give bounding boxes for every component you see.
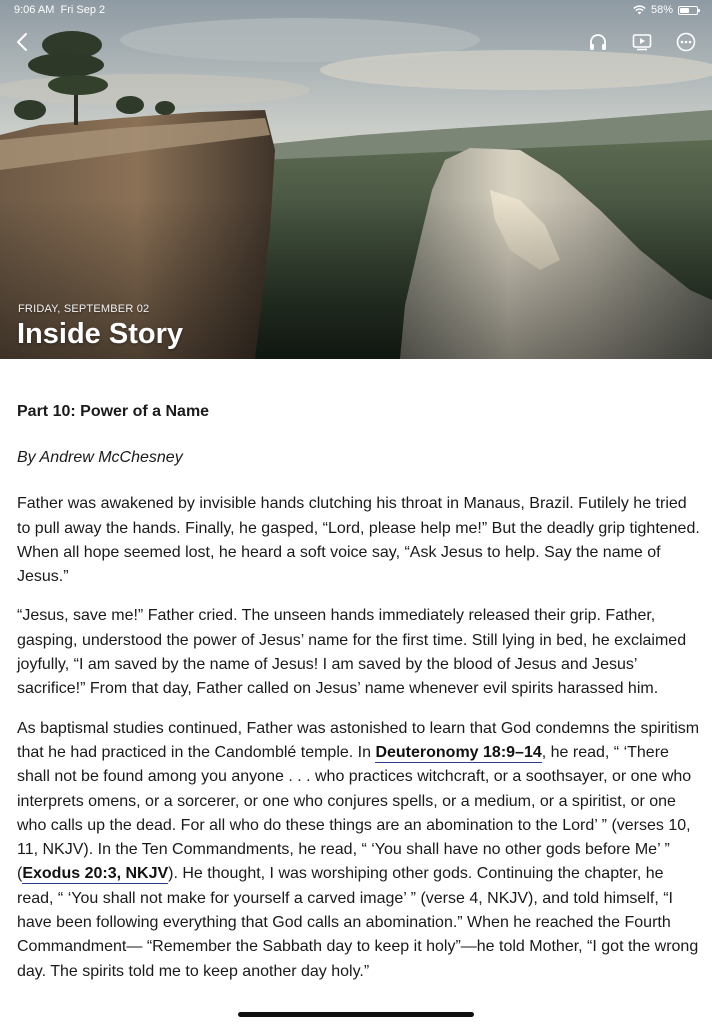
article-author: By Andrew McChesney xyxy=(17,449,183,466)
back-arrow-icon xyxy=(12,30,36,54)
more-options-button[interactable] xyxy=(674,30,698,54)
paragraph-text: As baptismal studies continued, Father was astonished to learn that God condemns the spiritism that he had practiced in the Candomblé temple. In xyxy=(17,719,700,761)
video-button[interactable] xyxy=(630,30,654,54)
back-button[interactable] xyxy=(12,30,36,54)
article-paragraph-1: Father was awakened by invisible hands clutching his throat in Manaus, Brazil. Futilely he tried to pull away the hands. Finally, he gasped, “Lord, please help me!” But the deadly grip tightened. When all hope seemed lost, he heard a soft voice say, “Ask Jesus to help. Say the name of Jesus.” xyxy=(17,495,700,586)
lesson-date: FRIDAY, SEPTEMBER 02 xyxy=(18,303,150,315)
more-options-icon xyxy=(675,31,697,53)
battery-percent: 58% xyxy=(650,4,673,16)
headphones-icon xyxy=(587,31,609,53)
status-right xyxy=(633,4,698,16)
status-time-value: 9:06 AM xyxy=(14,4,55,16)
status-time xyxy=(14,4,105,16)
video-play-icon xyxy=(631,31,653,53)
home-indicator[interactable] xyxy=(238,1012,474,1017)
paragraph-text: ). He thought, I was worshiping other gods. Continuing the chapter, he read, “ ‘You shall not make for yourself a carved image’ ” (verse 4, NKJV), and told himself, “I have been following everything that God calls an abomination.” When he reached the Fourth Commandment— “Remember the Sabbath day to keep it holy”—he told Mother, “I got the wrong day. The spirits told me to keep another day holy.” xyxy=(17,865,699,980)
article-paragraph-3 xyxy=(17,717,701,984)
article-heading: Part 10: Power of a Name xyxy=(17,403,210,420)
article-paragraph-2: “Jesus, save me!” Father cried. The unseen hands immediately released their grip. Father, gasping, understood the power of Jesus’ name for the first time. Still lying in bed, he exclaimed joyfully, “I am saved by the name of Jesus! I am saved by the blood of Jesus and Jesus’ sacrifice!” From that day, Father called on Jesus’ name whenever evil spirits harassed him. xyxy=(17,607,687,698)
wifi-icon xyxy=(633,5,646,15)
article-content xyxy=(17,400,701,999)
page-title: Inside Story xyxy=(17,318,183,350)
bible-reference-link[interactable]: Exodus 20:3, NKJV xyxy=(22,865,169,883)
bible-reference-link[interactable]: Deuteronomy 18:9–14 xyxy=(375,743,542,761)
paragraph-text: , he read, “ ‘There shall not be found among you anyone . . . who practices witchcraft, or a soothsayer, or one who interprets omens, or a sorcerer, or one who conjures spells, or a medium, or a spiritist, or one who calls up the dead. For all who do these things are an abomination to the Lord’ ” (verses 10, 11, NKJV). In the Ten Commandments, he read, “ ‘You shall have no other gods before Me’ ” ( xyxy=(17,743,692,883)
status-bar xyxy=(0,0,712,22)
battery-icon xyxy=(678,6,698,15)
status-date: Fri Sep 2 xyxy=(60,4,106,16)
audio-button[interactable] xyxy=(586,30,610,54)
header-actions xyxy=(586,30,698,54)
